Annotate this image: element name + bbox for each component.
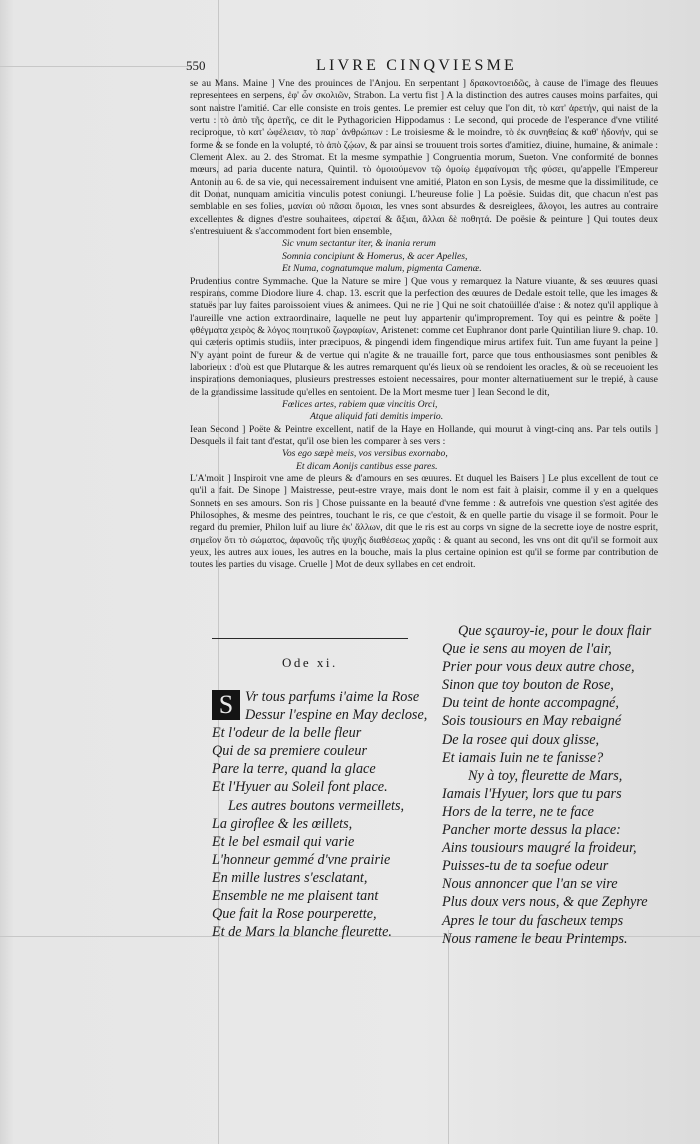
scan-fold-line (0, 66, 190, 67)
poem-line: Hors de la terre, ne te face (442, 803, 594, 820)
verse-quote: Sic vnum sectantur iter, & inania rerum (282, 238, 436, 250)
verse-quote: Atque aliquid fati demitis imperio. (310, 411, 444, 423)
ode-left-column (212, 688, 442, 941)
poem-line: En mille lustres s'esclatant, (212, 869, 368, 886)
poem-line: Dessur l'espine en May declose, (245, 707, 428, 724)
poem-line: Ensemble ne me plaisent tant (212, 888, 379, 905)
poem-line: Iamais l'Hyuer, lors que tu pars (442, 785, 622, 802)
page-number: 550 (186, 58, 206, 73)
poem-line: Pare la terre, quand la glace (212, 761, 376, 778)
commentary-paragraph: Iean Second ] Poëte & Peintre excellent, natif de la Haye en Hollande, qui mourut à vingt-cinq ans. Par tels outils ] Desquels il fait tant d'estat, qu'il ose bien les comparer à ses vers : (190, 423, 658, 447)
poem-line: Et iamais Iuin ne te fanisse? (442, 749, 604, 766)
poem-line: Qui de sa premiere couleur (212, 743, 367, 760)
poem-line: Que ie sens au moyen de l'air, (442, 641, 612, 658)
poem-line: Et de Mars la blanche fleurette. (212, 924, 392, 941)
verse-quote: Vos ego sæpè meis, vos versibus exornabo, (282, 448, 448, 460)
drop-cap-initial: S (212, 690, 240, 720)
verse-quote: Somnia concipiunt & Homerus, & acer Apelles, (282, 250, 468, 262)
poem-line: L'honneur gemmé d'vne prairie (212, 851, 391, 868)
verse-quote: Et Numa, cognatumque malum, pigmenta Camenæ. (282, 263, 482, 275)
poem-line: Sinon que toy bouton de Rose, (442, 677, 614, 694)
verse-quote: Fœlices artes, rabiem quæ vincitis Orci, (282, 398, 438, 410)
scan-fold-line (448, 930, 449, 1144)
poem-line: Que fait la Rose pourperette, (212, 906, 377, 923)
running-head: LIVRE CINQVIESME (316, 57, 517, 74)
commentary-text (190, 78, 658, 572)
poem-line: La giroflee & les œillets, (212, 815, 353, 832)
commentary-paragraph: Prudentius contre Symmache. Que la Nature se mire ] Que vous y remarquez la Nature viuante, & ses œuures quasi respirans, comme Diodore liure 4. chap. 13. escrit que la perfection des œuures de Dedale estoit telle, que les images & statuës par luy faites paroissoient viues & animees. Qui ne rie ] Qui ne soit chatoüillée d'aise : & notez qu'il applique à l'aureille vne action extraordinaire, laquelle ne peut luy appartenir qu'improprement. Toy qui es peintre & poëte ] φθέγματα χειρὸς & λόγος ποιητικοῦ ζωγραφίων, Aristenet: comme cet Euphranor dont parle Quintilian liure 9. chap. 10. qui cæteris optimis studiis, inter præcipuos, & pingendi idem fingendique mirus artifex fuit. Tun ame fuyant la peine ] N'y ayant point de fureur & de vertue qui n'agite & ne trauaille fort, parce que tous enthousiasmes sont penibles & laborieux : d'où est que Plutarque & les autres remarquent qu'és lieux où se rendoient les oracles, & où se receuoient les inspirations demoniaques, plusieurs prestresses estoient necessaires, pour monter alternatiuement sur le trepié, à cause de la grandissime lassitude qu'elles en sentoient. De la Mort mesme tuer ] Iean Second le dit, (190, 275, 658, 398)
poem-line: Pancher morte dessus la place: (442, 822, 621, 839)
poem-line: Plus doux vers nous, & que Zephyre (442, 894, 648, 911)
poem-line-text: Vr tous parfums i'aime la Rose (245, 689, 420, 705)
verse-quote: Et dicam Aonijs cantibus esse pares. (296, 460, 438, 472)
commentary-paragraph: se au Mans. Maine ] Vne des prouinces de l'Anjou. En serpentant ] δρακοντοειδῶς, à cause de l'image des fleuues representees en serpens, ἐφ' ὧν σκολιῶν, Strabon. La vertu fist ] A la distinction des autres causes moins parfaites, qui sont naistre l'amitié. Car elle consiste en trois gentes. Le premier est celuy que l'on dit, τὸ κατ' ἀρετήν, qui naist de la vertu : τὸ ἀπὸ τῆς ἀρετῆς, ce dit le Pythagoricien Hippodamus : Le second, qui procede de l'esperance d'vne vtilité reciproque, τὸ κατ' ὠφέλειαν, τὸ παρ᾽ ἀνθρώπων : Le troisiesme & le moindre, τὸ ἐκ συνηθείας & καθ' ἡδονήν, qui se forme & se fonde en la volupté, τὸ ἀπὸ ζῴων, & par ainsi se trouuent trois sortes d'amitiez, diuine, humaine, & animale : Clement Alex. au 2. des Stromat. Et la mesme sympathie ] Congruentia morum, Sueton. Vne conformité de bonnes mœurs, ad paria ducente natura, Quintil. τὸ ὁμοιούμενον τῷ ὁμοίῳ ἐμφαίνομαι τῆς φύσει, qu'appelle l'Empereur Antonin au 6. de sa vie, qui necessairement induisent vne amitié, Platon en son Lysis, de mesme que la dissimilitude, ce dit Donat, nunquam amicitia vinculis potest coniungi. L'heureuse folie ] La poësie. Suidas dit, que chacun n'est pas semblable en ses folies, μανίαι οὐ πᾶσαι ὅμοιαι, les vnes sont absurdes & desreiglees, ἄλογοι, les autres au contraire excellentes & dignes d'estre souhaitees, αἱρεταί & ἄξιαι, ἄλλαι δὲ ποθητά. De poësie & peinture ] Qui toutes deux s'entresuiuent & s'accommodent fort bien ensemble, (190, 78, 659, 238)
poem-line: Et l'Hyuer au Soleil font place. (212, 779, 388, 796)
poem-line: Et l'odeur de la belle fleur (212, 725, 362, 742)
poem-line: De la rosee qui doux glisse, (442, 731, 600, 748)
poem-line: Nous annoncer que l'an se vire (442, 876, 618, 893)
poem-line: Nous ramene le beau Printemps. (442, 930, 628, 947)
poem-line: Ains tousiours maugré la froideur, (442, 840, 637, 857)
poem-line: Du teint de honte accompagné, (442, 695, 619, 712)
poem-line: Ny à toy, fleurette de Mars, (468, 767, 623, 784)
poem-line: Les autres boutons vermeillets, (228, 797, 405, 814)
poem-line: Apres le tour du fascheux temps (442, 912, 624, 929)
poem-line: Que sçauroy-ie, pour le doux flair (458, 623, 652, 639)
poem-line: Puisses-tu de ta soefue odeur (442, 858, 609, 875)
poem-line: Prier pour vous deux autre chose, (442, 659, 635, 676)
ode-separator-rule (212, 638, 408, 639)
poem-line: Et le bel esmail qui varie (212, 833, 355, 850)
ode-right-column (442, 622, 662, 948)
commentary-paragraph: L'A'moit ] Inspiroit vne ame de pleurs & d'amours en ses œuures. Et duquel les Baisers ] Le plus excellent de tout ce qu'il a fait. De Sinope ] Maistresse, peut-estre vraye, mais dont le nom est fait à plaisir, comme il y en a quelques Sonnets en ses amours. Son ris ] Chose puissante en la beauté d'vne femme : & autrefois vne question s'est agitée des Philosophes, & mesme des peintres, touchant le ris, ce que c'estoit, & en quelle partie du visage il se formoit. Pour le regard du premier, Philon luif au liure ἐκ' ἄλλων, dit que le ris est au corps vn signe de la secrette ioye de nostre esprit, σημεῖον ὅτι τὸ σώματος, ἀφανοῦς τῆς ψυχῆς διαθέσεως χαρᾶς : & quant au second, les vns ont dit qu'il se formoit aux yeux, les autres aux ioues, les autres en la bouche, mais la plus certaine opinion est qu'il se forme par contribution de toutes les parties du visage. Cruelle ] Mot de deux syllabes en cet endroit. (190, 473, 658, 571)
poem-line: Sois tousiours en May rebaigné (442, 713, 622, 730)
ode-title: Ode xi. (282, 655, 338, 670)
